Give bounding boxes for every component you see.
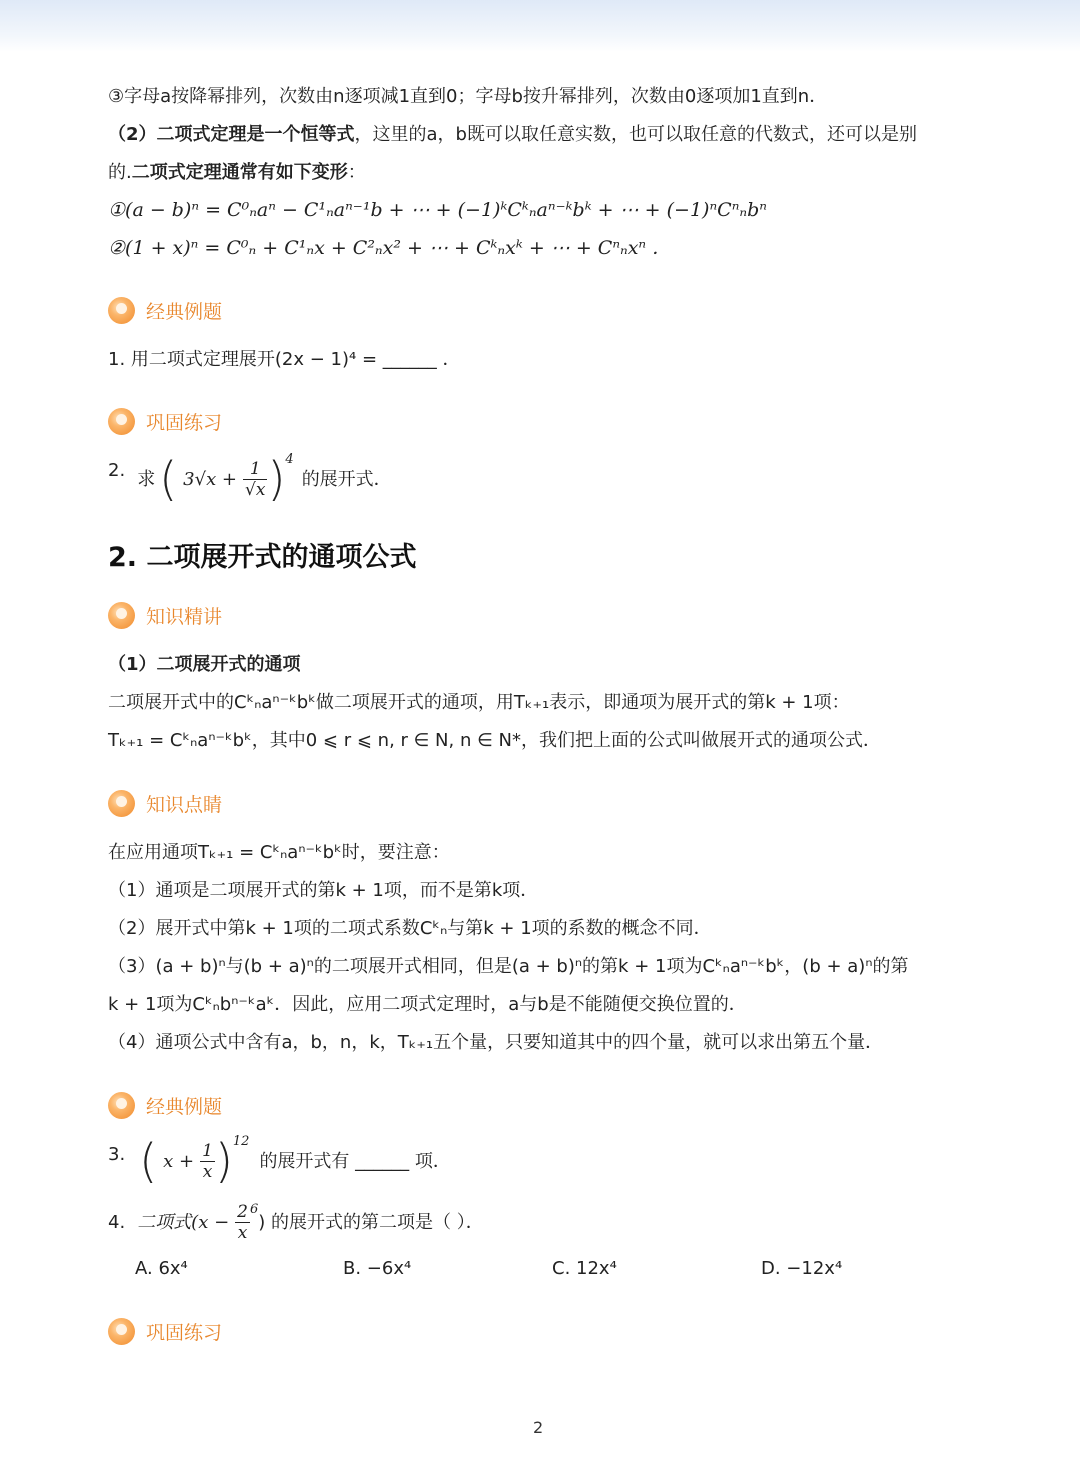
variants-post: ：: [347, 162, 366, 183]
section-tips: [108, 790, 222, 817]
question-4-exponent: 6: [250, 1202, 259, 1217]
question-3-number: 3.: [108, 1144, 126, 1165]
fraction-numerator: 1: [243, 459, 267, 480]
variants-bold: 二项式定理通常有如下变形: [131, 162, 348, 183]
tips-intro: 在应用通项Tₖ₊₁ = Cᵏₙaⁿ⁻ᵏbᵏ时，要注意：: [108, 842, 450, 863]
fraction-denominator: x: [202, 1162, 213, 1183]
question-4-pre: 二项式(x −: [137, 1212, 230, 1234]
intro-line-order: ③字母a按降幂排列，次数由n逐项减1直到0；字母b按升幂排列，次数由0逐项加1直到n．: [108, 86, 828, 107]
variants-pre: 的.: [108, 162, 132, 183]
general-term-title: （1）二项展开式的通项: [108, 654, 301, 675]
question-4-fraction: [235, 1202, 250, 1244]
fraction-denominator: x: [237, 1223, 248, 1244]
section-label: 经典例题: [146, 301, 223, 323]
formula-2: ②(1 + x)ⁿ = C⁰ₙ + C¹ₙx + C²ₙx² + ⋯ + Cᵏₙxᵏ + ⋯ + Cⁿₙxⁿ ．: [108, 237, 672, 259]
general-term-line-1: 二项展开式中的Cᵏₙaⁿ⁻ᵏbᵏ做二项展开式的通项，用Tₖ₊₁表示，即通项为展开式的第k + 1项：: [108, 692, 850, 713]
section-label: 知识点睛: [146, 794, 223, 816]
lightbulb-icon: [108, 602, 135, 629]
fraction-numerator: 1: [202, 1140, 213, 1161]
identity-line: [108, 124, 917, 146]
tip-1: （1）通项是二项展开式的第k + 1项，而不是第k项．: [108, 880, 539, 901]
section-label: 知识精讲: [146, 606, 223, 628]
lightbulb-icon: [108, 1092, 135, 1119]
question-2-pre: 求: [137, 468, 156, 490]
option-a: A. 6x⁴: [135, 1258, 188, 1279]
identity-rest: ，这里的a，b既可以取任意实数，也可以取任意的代数式，还可以是别: [354, 124, 917, 145]
left-paren: (: [159, 452, 178, 506]
tip-3-line-2: k + 1项为Cᵏₙbⁿ⁻ᵏaᵏ．因此，应用二项式定理时，a与b是不能随便交换位置的．: [108, 994, 747, 1015]
option-b: B. −6x⁴: [343, 1258, 412, 1279]
question-3-exponent: 12: [232, 1134, 250, 1149]
right-paren: ): [214, 1134, 233, 1188]
tip-4: （4）通项公式中含有a，b，n，k，Tₖ₊₁五个量，只要知道其中的四个量，就可以求出第五个量．: [108, 1032, 884, 1053]
left-paren: (: [139, 1134, 158, 1188]
section-label: 巩固练习: [146, 412, 223, 434]
question-4: [108, 1202, 484, 1244]
question-3-post: 的展开式有 ______ 项．: [259, 1150, 451, 1172]
section-example-2: [108, 1092, 222, 1119]
lightbulb-icon: [108, 297, 135, 324]
right-paren: ): [267, 452, 286, 506]
question-3-term: x +: [163, 1150, 195, 1172]
lightbulb-icon: [108, 1318, 135, 1345]
formula-1: ①(a − b)ⁿ = C⁰ₙaⁿ − C¹ₙaⁿ⁻¹b + ⋯ + (−1)ᵏCᵏₙaⁿ⁻ᵏbᵏ + ⋯ + (−1)ⁿCⁿₙbⁿ: [108, 199, 767, 221]
lightbulb-icon: [108, 790, 135, 817]
option-d: D. −12x⁴: [761, 1258, 843, 1279]
section-label: 经典例题: [146, 1096, 223, 1118]
section-example-1: [108, 297, 222, 324]
question-2-exponent: 4: [285, 452, 294, 467]
identity-bold: （2）二项式定理是一个恒等式: [108, 124, 355, 145]
section-practice-2: [108, 1318, 222, 1345]
lightbulb-icon: [108, 408, 135, 435]
tip-3-line-1: （3）(a + b)ⁿ与(b + a)ⁿ的二项展开式相同，但是(a + b)ⁿ的第k + 1项为Cᵏₙaⁿ⁻ᵏbᵏ，(b + a)ⁿ的第: [108, 956, 909, 977]
question-2: [108, 452, 392, 507]
question-3: [108, 1134, 451, 1189]
question-3-fraction: [200, 1141, 215, 1183]
question-1: 1. 用二项式定理展开(2x − 1)⁴ = ______ ．: [108, 349, 461, 370]
question-2-post: 的展开式．: [301, 468, 392, 490]
variants-line: [108, 162, 366, 184]
question-4-number: 4.: [108, 1212, 126, 1233]
question-4-post: ) 的展开式的第二项是（ ）．: [258, 1212, 484, 1234]
question-2-fraction: [243, 459, 267, 501]
page-number: 2: [533, 1418, 544, 1437]
option-c: C. 12x⁴: [552, 1258, 617, 1279]
question-2-number: 2.: [108, 460, 126, 481]
question-2-term: 3√x +: [183, 468, 238, 490]
fraction-denominator: √x: [245, 480, 266, 501]
section-practice-1: [108, 408, 222, 435]
fraction-numerator: 2: [237, 1202, 248, 1222]
header-band: [0, 0, 1080, 52]
section-label: 巩固练习: [146, 1322, 223, 1344]
tip-2: （2）展开式中第k + 1项的二项式系数Cᵏₙ与第k + 1项的系数的概念不同．: [108, 918, 712, 939]
section-heading-general-term: 2. 二项展开式的通项公式: [108, 542, 417, 573]
section-knowledge: [108, 602, 222, 629]
general-term-line-2: Tₖ₊₁ = Cᵏₙaⁿ⁻ᵏbᵏ，其中0 ⩽ r ⩽ n, r ∈ N, n ∈ N*，我们把上面的公式叫做展开式的通项公式．: [108, 730, 881, 751]
